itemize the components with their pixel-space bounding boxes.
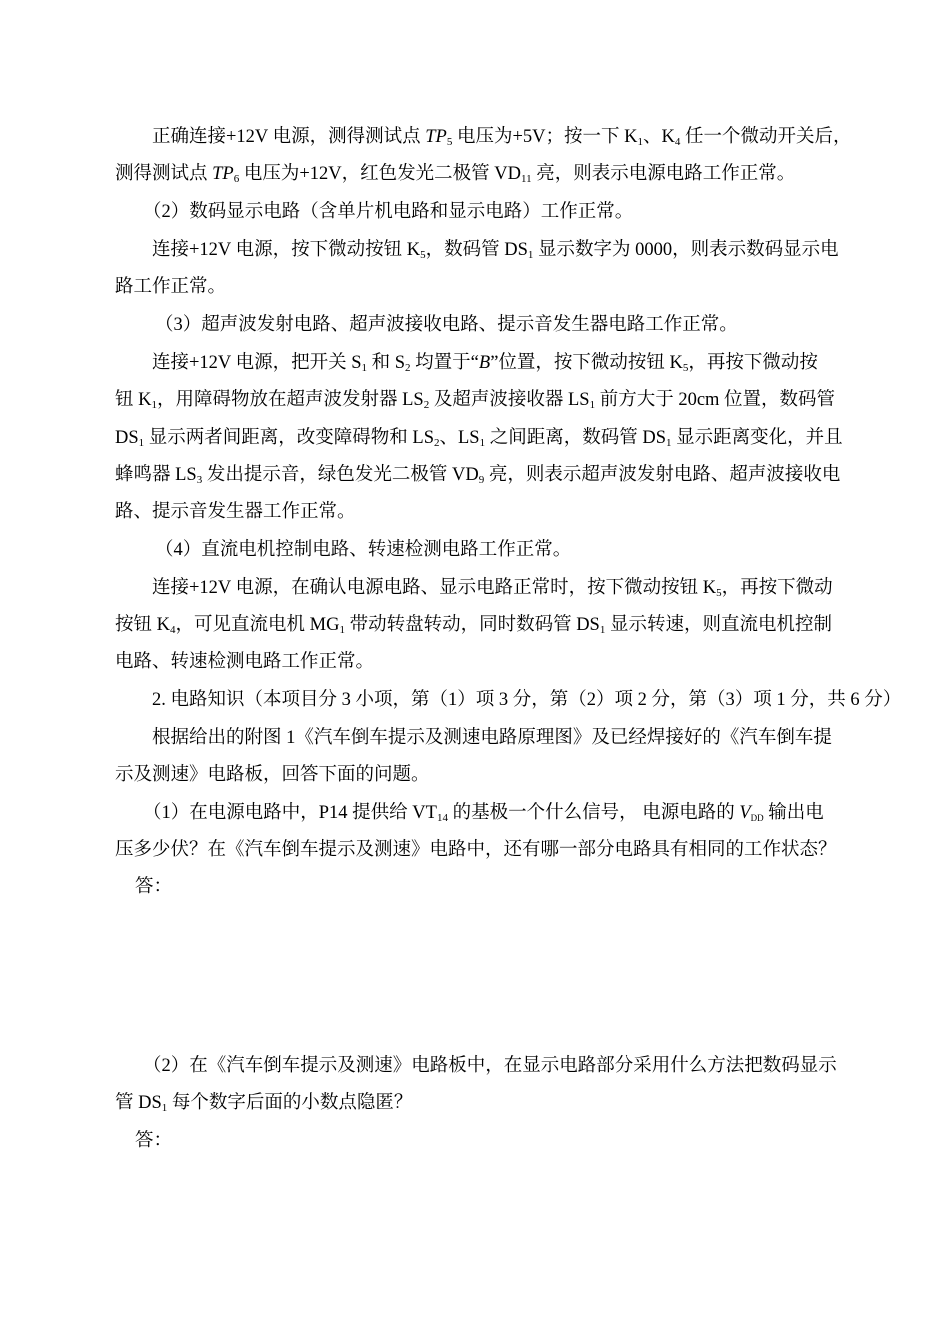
- paragraph-line: [115, 463, 840, 487]
- text-run: ，可见直流电机 MG: [175, 615, 340, 635]
- text-run: 显示距离变化，并且: [671, 428, 843, 448]
- question-line: [115, 838, 837, 862]
- text-italic: TP: [425, 127, 447, 147]
- text-run: 显示两者间距离，改变障碍物和 LS: [144, 428, 434, 448]
- text-run: 的基极一个什么信号， 电源电路的: [447, 803, 740, 823]
- subscript: 1: [361, 362, 367, 374]
- text-run: 每个数字后面的小数点隐匿？: [167, 1093, 413, 1113]
- question-line: [115, 1091, 412, 1115]
- text-run: 带动转盘转动，同时数码管 DS: [344, 615, 600, 635]
- section-heading: [155, 313, 738, 337]
- text-run: （2）数码显示电路（含单片机电路和显示电路）工作正常。: [143, 202, 634, 222]
- section-heading: [155, 538, 571, 562]
- subscript: 5: [420, 249, 426, 261]
- text-run: 之间距离，数码管 DS: [485, 428, 666, 448]
- paragraph-line: [152, 238, 839, 262]
- subscript: 4: [674, 136, 681, 148]
- subscript: 1: [527, 249, 534, 261]
- subscript: 1: [339, 624, 345, 636]
- subscript: 5: [716, 587, 722, 599]
- subscript: 1: [479, 437, 486, 449]
- text-run: 答：: [135, 877, 173, 897]
- subscript: 5: [682, 362, 689, 374]
- text-run: 显示数字为 0000，则表示数码显示电: [533, 240, 839, 260]
- text-run: 钮 K: [115, 390, 152, 410]
- question-heading: [152, 688, 901, 712]
- answer-label: [135, 1129, 172, 1153]
- subscript: 1: [138, 437, 145, 449]
- text-run: 连接+12V 电源，把开关 S: [152, 353, 362, 373]
- text-run: DS: [115, 428, 139, 448]
- subscript: 2: [405, 362, 411, 374]
- answer-label: [135, 875, 172, 899]
- paragraph-line: [115, 613, 832, 637]
- text-run: ，再按下微动按: [688, 353, 818, 373]
- text-run: ，用障碍物放在超声波发射器 LS: [157, 390, 424, 410]
- text-run: 2. 电路知识（本项目分 3 小项，第（1）项 3 分，第（2）项 2 分，第（3）项 1 分，共 6 分）: [152, 690, 902, 710]
- text-run: 及超声波接收器 LS: [429, 390, 590, 410]
- text-run: 测得测试点: [115, 164, 213, 184]
- text-run: 和 S: [367, 353, 406, 373]
- text-run: （4）直流电机控制电路、转速检测电路工作正常。: [155, 540, 572, 560]
- subscript: 2: [423, 399, 430, 411]
- paragraph-line: [115, 275, 226, 299]
- text-run: 路、提示音发生器工作正常。: [115, 502, 356, 522]
- text-run: 、K: [642, 127, 675, 147]
- text-run: 任一个微动开关后，: [680, 127, 852, 147]
- text-run: 连接+12V 电源，按下微动按钮 K: [152, 240, 421, 260]
- subscript: 5: [446, 136, 453, 148]
- paragraph-line: [115, 650, 374, 674]
- subscript: 1: [637, 136, 643, 148]
- paragraph-line: [115, 763, 430, 787]
- text-run: 路工作正常。: [115, 277, 227, 297]
- text-run: 均置于“: [410, 353, 479, 373]
- text-run: 显示转速，则直流电机控制: [605, 615, 832, 635]
- paragraph-line: [152, 351, 818, 375]
- text-run: 电压为+12V，红色发光二极管 VD: [239, 164, 521, 184]
- paragraph-line: [115, 162, 795, 186]
- text-run: 管 DS: [115, 1093, 162, 1113]
- subscript: 2: [434, 437, 440, 449]
- text-italic: V: [739, 803, 751, 823]
- text-run: 前方大于 20cm 位置，数码管: [595, 390, 836, 410]
- subscript: 11: [521, 173, 532, 185]
- text-run: ”位置，按下微动按钮 K: [490, 353, 683, 373]
- subscript: 4: [170, 624, 176, 636]
- subscript: 1: [589, 399, 596, 411]
- text-run: 电压为+5V；按一下 K: [452, 127, 638, 147]
- section-heading: [143, 200, 633, 224]
- question-line: [143, 1054, 837, 1078]
- text-run: 答：: [135, 1131, 173, 1151]
- text-run: ，再按下微动: [721, 578, 833, 598]
- paragraph-line: [152, 125, 851, 149]
- subscript: 9: [478, 474, 485, 486]
- text-run: ，数码管 DS: [425, 240, 528, 260]
- text-run: 输出电: [763, 803, 824, 823]
- paragraph-line: [152, 576, 833, 600]
- text-run: 按钮 K: [115, 615, 170, 635]
- subscript: DD: [750, 813, 764, 823]
- text-run: 正确连接+12V 电源，测得测试点: [152, 127, 426, 147]
- text-run: 根据给出的附图 1《汽车倒车提示及测速电路原理图》及已经焊接好的《汽车倒车提: [152, 728, 832, 748]
- text-run: （3）超声波发射电路、超声波接收电路、提示音发生器电路工作正常。: [155, 315, 738, 335]
- subscript: 1: [151, 399, 157, 411]
- subscript: 1: [599, 624, 606, 636]
- text-italic: TP: [212, 164, 234, 184]
- paragraph-line: [152, 726, 832, 750]
- text-run: 电路、转速检测电路工作正常。: [115, 652, 375, 672]
- text-run: 压多少伏？在《汽车倒车提示及测速》电路中，还有哪一部分电路具有相同的工作状态？: [115, 840, 837, 860]
- subscript: 3: [196, 474, 203, 486]
- text-run: （1）在电源电路中，P14 提供给 VT: [143, 803, 437, 823]
- text-run: 示及测速》电路板，回答下面的问题。: [115, 765, 430, 785]
- subscript: 1: [666, 437, 672, 449]
- paragraph-line: [115, 426, 843, 450]
- text-run: 、LS: [439, 428, 480, 448]
- paragraph-line: [115, 388, 835, 412]
- question-line: [143, 801, 824, 825]
- text-italic: B: [478, 353, 491, 373]
- paragraph-line: [115, 500, 356, 524]
- subscript: 14: [436, 812, 448, 824]
- text-run: 亮，则表示超声波发射电路、超声波接收电: [484, 465, 841, 485]
- subscript: 1: [161, 1102, 168, 1114]
- subscript: 6: [233, 173, 240, 185]
- text-run: 发出提示音，绿色发光二极管 VD: [202, 465, 479, 485]
- text-run: 连接+12V 电源，在确认电源电路、显示电路正常时，按下微动按钮 K: [152, 578, 717, 598]
- text-run: （2）在《汽车倒车提示及测速》电路板中，在显示电路部分采用什么方法把数码显示: [143, 1056, 837, 1076]
- text-run: 亮，则表示电源电路工作正常。: [531, 164, 796, 184]
- text-run: 蜂鸣器 LS: [115, 465, 197, 485]
